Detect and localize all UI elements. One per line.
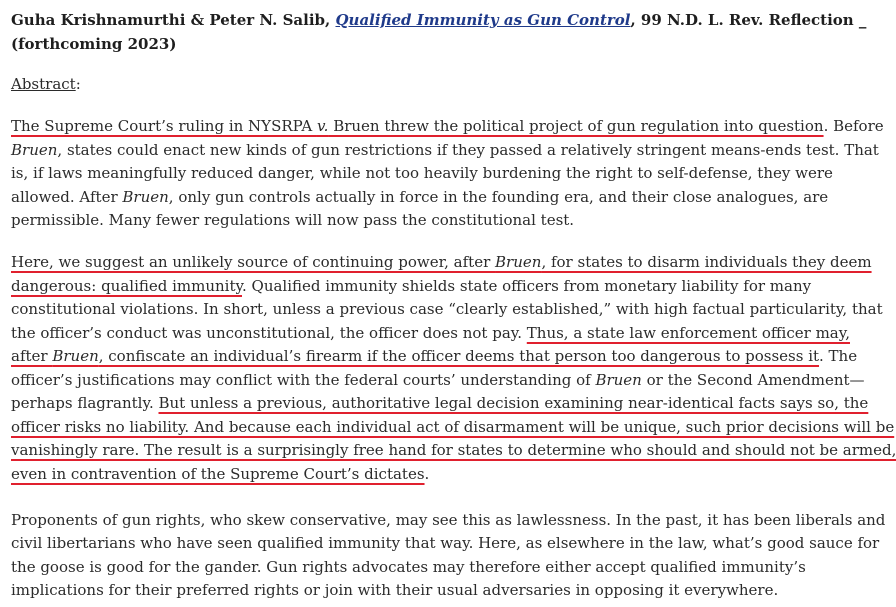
p2-line-9 bbox=[11, 440, 896, 460]
highlighted-sentence: after Bruen, confiscate an individual’s firearm if the officer deems that person too dangerous to possess it bbox=[11, 347, 820, 365]
citation-line bbox=[11, 10, 866, 30]
highlighted-sentence: dangerous: qualified immunity bbox=[11, 277, 242, 295]
p2-line-7: perhaps flagrantly. But unless a previous, authoritative legal decision examining near-identical facts says so, the bbox=[11, 394, 869, 412]
journal-citation: , 99 N.D. L. Rev. Reflection _ bbox=[630, 11, 867, 29]
abstract-heading: Abstract: bbox=[11, 75, 81, 93]
p3-line-2: civil libertarians who have seen qualified immunity that way. Here, as elsewhere in the law, what’s good sauce for bbox=[11, 534, 880, 552]
p3-line-3: the goose is good for the gander. Gun rights advocates may therefore either accept qualified immunity’s bbox=[11, 558, 806, 576]
highlighted-sentence: officer risks no liability. And because each individual act of disarmament will be unique, such prior decisions will be bbox=[11, 418, 895, 436]
p1-line-3: is, if laws meaningfully reduced danger, while not too heavily burdening the right to self-defense, they were bbox=[11, 164, 833, 182]
p1-line-2: Bruen, states could enact new kinds of gun restrictions if they passed a relatively stringent means-ends test. That bbox=[11, 141, 879, 159]
p2-line-1 bbox=[11, 252, 872, 272]
p2-line-4: the officer’s conduct was unconstitutional, the officer does not pay. Thus, a state law enforcement officer may, bbox=[11, 324, 850, 342]
p2-line-5: after Bruen, confiscate an individual’s firearm if the officer deems that person too dangerous to possess it. The bbox=[11, 347, 858, 365]
p3-line-4: implications for their preferred rights or join with their usual adversaries in opposing it everywhere. bbox=[11, 581, 779, 599]
abstract-label: Abstract bbox=[11, 75, 76, 93]
p1-line-5: permissible. Many fewer regulations will now pass the constitutional test. bbox=[11, 211, 575, 229]
forthcoming-note: (forthcoming 2023) bbox=[11, 35, 177, 53]
highlighted-sentence: Thus, a state law enforcement officer may, bbox=[526, 324, 850, 342]
p2-line-10: even in contravention of the Supreme Court’s dictates. bbox=[11, 465, 430, 483]
article-title-link[interactable]: Qualified Immunity as Gun Control bbox=[335, 11, 631, 29]
highlighted-sentence: Here, we suggest an unlikely source of continuing power, after Bruen, for states to disarm individuals they deem bbox=[11, 253, 872, 271]
p2-line-6: officer’s justifications may conflict with the federal courts’ understanding of Bruen or the Second Amendment— bbox=[11, 371, 865, 389]
highlighted-sentence: But unless a previous, authoritative legal decision examining near-identical facts says so, the bbox=[158, 394, 869, 412]
highlighted-sentence: vanishingly rare. The result is a surprisingly free hand for states to determine who should and should not be armed, bbox=[11, 441, 896, 459]
highlighted-sentence: even in contravention of the Supreme Court’s dictates bbox=[11, 465, 425, 483]
p1-line-1: The Supreme Court’s ruling in NYSRPA v. Bruen threw the political project of gun regulation into question. Before bbox=[11, 117, 884, 135]
authors: Guha Krishnamurthi & Peter N. Salib, bbox=[11, 11, 336, 29]
p1-line-4: allowed. After Bruen, only gun controls actually in force in the founding era, and their close analogues, are bbox=[11, 188, 829, 206]
p2-line-3: constitutional violations. In short, unless a previous case “clearly established,” with high factual particularity, that bbox=[11, 300, 883, 318]
p3-line-1: Proponents of gun rights, who skew conservative, may see this as lawlessness. In the past, it has been liberals and bbox=[11, 511, 886, 529]
highlighted-sentence: The Supreme Court’s ruling in NYSRPA v. Bruen threw the political project of gun regulation into question bbox=[11, 117, 824, 135]
p2-line-2: dangerous: qualified immunity. Qualified immunity shields state officers from monetary liability for many bbox=[11, 277, 812, 295]
p2-line-8 bbox=[11, 417, 894, 437]
